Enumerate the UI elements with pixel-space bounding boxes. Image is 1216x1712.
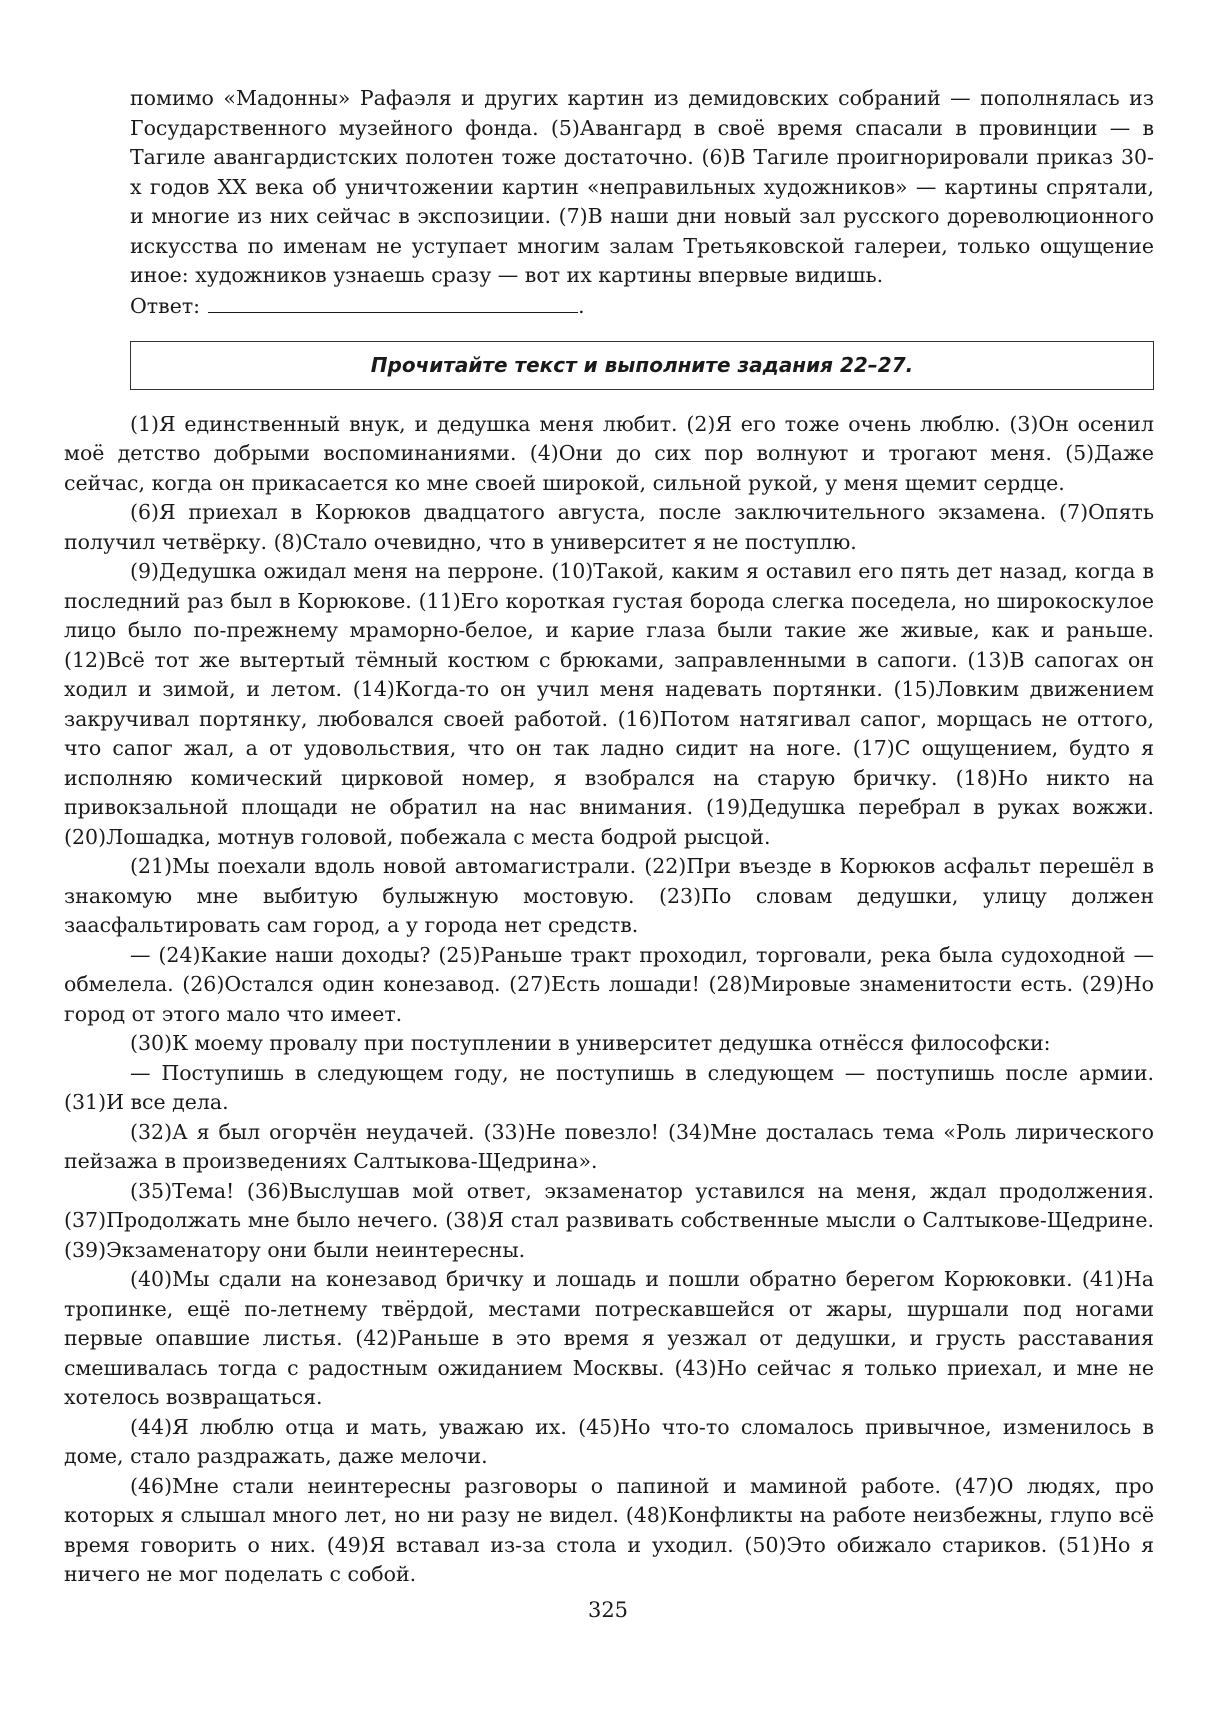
paragraph: (21)Мы поехали вдоль новой автомагистрали. (22)При въезде в Корюков асфальт перешёл в знакомую мне выбитую булыжную мостовую. (23)По словам дедушки, улицу должен заасфальтировать сам город, а у города нет средств. <box>64 854 1154 937</box>
paragraph: — Поступишь в следующем году, не поступишь в следующем — поступишь после армии. (31)И все дела. <box>64 1060 1154 1114</box>
task-box <box>130 341 1154 390</box>
paragraph: (40)Мы сдали на конезавод бричку и лошадь и пошли обратно берегом Корюковки. (41)На тропинке, ещё по-летнему твёрдой, местами потрескавшейся от жары, шуршали под ногами первые опавшие листья. (42)Раньше в это время я уезжал от дедушки, и грусть расставания смешивалась тогда с радостным ожиданием Москвы. (43)Но сейчас я только приехал, и мне не хотелось возвращаться. <box>64 1267 1154 1409</box>
answer-end: . <box>578 293 585 318</box>
paragraph: (35)Тема! (36)Выслушав мой ответ, экзаменатор уставился на меня, ждал продолжения. (37)Продолжать мне было нечего. (38)Я стал развивать собственные мысли о Салтыкове-Щедрине. (39)Экзаменатору они были неинтересны. <box>64 1178 1154 1262</box>
paragraph: (44)Я люблю отца и мать, уважаю их. (45)Но что-то сломалось привычное, изменилось в доме, стало раздражать, даже мелочи. <box>64 1414 1154 1468</box>
paragraph: (30)К моему провалу при поступлении в университет дедушка отнёсся философски: <box>130 1031 1051 1055</box>
top-paragraph: помимо «Мадонны» Рафаэля и других картин из демидовских собраний — пополнялась из Государственного музейного фонда. (5)Авангард в своё время спасали в провинции — в Тагиле авангардистских полотен тоже достаточно. (6)В Тагиле проигнорировали приказ 30-х годов XX века об уничтожении картин «неправильных художников» — картины спрятали, и многие из них сейчас в экспозиции. (7)В наши дни новый зал русского дореволюционного искусства по именам не уступает многим залам Третьяковской галереи, только ощущение иное: художников узнаешь сразу — вот их картины впервые видишь. <box>130 86 1154 287</box>
paragraph: (1)Я единственный внук, и дедушка меня любит. (2)Я его тоже очень люблю. (3)Он осенил моё детство добрыми воспоминаниями. (4)Они до сих пор волнуют и трогают меня. (5)Даже сейчас, когда он прикасается ко мне своей широкой, сильной рукой, у меня щемит сердце. <box>64 411 1154 495</box>
answer-label: Ответ: <box>130 293 201 318</box>
answer-line <box>130 291 1154 321</box>
paragraph: — (24)Какие наши доходы? (25)Раньше тракт проходил, торговали, река была судоходной — обмелела. (26)Остался один конезавод. (27)Есть лошади! (28)Мировые знаменитости есть. (29)Но город от этого мало что имеет. <box>64 942 1154 1026</box>
paragraph: (32)А я был огорчён неудачей. (33)Не повезло! (34)Мне досталась тема «Роль лирического пейзажа в произведениях Салтыкова-Щедрина». <box>64 1119 1154 1173</box>
answer-blank <box>208 294 578 313</box>
page-content <box>64 84 1154 1590</box>
task-title: Прочитайте текст и выполните задания 22–27. <box>370 353 914 377</box>
paragraph: (6)Я приехал в Корюков двадцатого августа, после заключительного экзамена. (7)Опять получил четвёрку. (8)Стало очевидно, что в университет я не поступлю. <box>64 500 1154 554</box>
paragraph: (9)Дедушка ожидал меня на перроне. (10)Такой, каким я оставил его пять дет назад, когда в последний раз был в Корюкове. (11)Его короткая густая борода слегка поседела, но широкоскулое лицо было по-прежнему мраморно-белое, и карие глаза были такие же живые, как и раньше. (12)Всё тот же вытертый тёмный костюм с брюками, заправленными в сапоги. (13)В сапогах он ходил и зимой, и летом. (14)Когда-то он учил меня надевать портянки. (15)Ловким движением закручивал портянку, любовался своей работой. (16)Потом натягивал сапог, морщась не оттого, что сапог жал, а от удовольствия, что он так ладно сидит на ноге. (17)С ощущением, будто я исполняю комический цирковой номер, я взобрался на старую бричку. (18)Но никто на привокзальной площади не обратил на нас внимания. (19)Дедушка перебрал в руках вожжи. (20)Лошадка, мотнув головой, побежала с места бодрой рысцой. <box>64 559 1154 849</box>
paragraph: (46)Мне стали неинтересны разговоры о папиной и маминой работе. (47)О людях, про которых я слышал много лет, но ни разу не видел. (48)Конфликты на работе неизбежны, глупо всё время говорить о них. (49)Я вставал из-за стола и уходил. (50)Это обижало стариков. (51)Но я ничего не мог поделать с собой. <box>64 1473 1154 1586</box>
page-number: 325 <box>587 1598 629 1622</box>
